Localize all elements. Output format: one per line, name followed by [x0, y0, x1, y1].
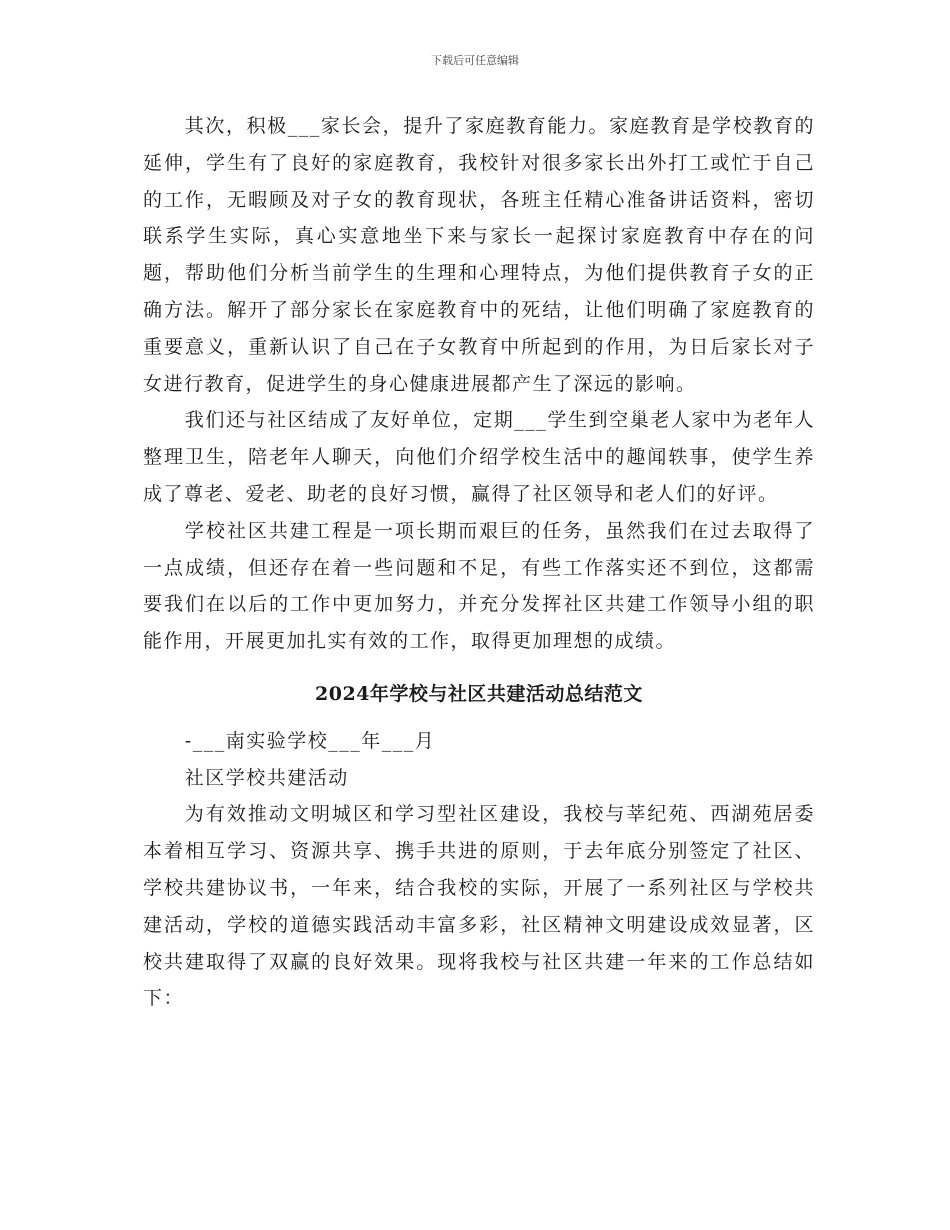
paragraph-intro: 为有效推动文明城区和学习型社区建设，我校与莘纪苑、西湖苑居委本着相互学习、资源共享、携手共进的原则，于去年底分别签定了社区、学校共建协议书，一年来，结合我校的实际，开展了一系列社区与学校共建活动，学校的道德实践活动丰富多彩，社区精神文明建设成效显著，区校共建取得了双赢的良好效果。现将我校与社区共建一年来的工作总结如下：	[143, 803, 815, 1010]
byline: -___南实验学校___年___月	[184, 729, 436, 752]
document-body	[143, 108, 815, 1017]
paragraph-community-partner: 我们还与社区结成了友好单位，定期___学生到空巢老人家中为老年人整理卫生，陪老年人聊天，向他们介绍学校生活中的趣闻轶事，使学生养成了尊老、爱老、助老的良好习惯，赢得了社区领导和老人们的好评。	[143, 409, 815, 505]
page-header: 下载后可任意编辑	[431, 54, 519, 67]
paragraph-conclusion: 学校社区共建工程是一项长期而艰巨的任务，虽然我们在过去取得了一点成绩，但还存在着一些问题和不足，有些工作落实还不到位，这都需要我们在以后的工作中更加努力，并充分发挥社区共建工作领导小组的职能作用，开展更加扎实有效的工作，取得更加理想的成绩。	[143, 519, 815, 653]
paragraph-parent-meeting: 其次，积极___家长会，提升了家庭教育能力。家庭教育是学校教育的延伸，学生有了良好的家庭教育，我校针对很多家长出外打工或忙于自己的工作，无暇顾及对子女的教育现状，各班主任精心准备讲话资料，密切联系学生实际，真心实意地坐下来与家长一起探讨家庭教育中存在的问题，帮助他们分析当前学生的生理和心理特点，为他们提供教育子女的正确方法。解开了部分家长在家庭教育中的死结，让他们明确了家庭教育的重要意义，重新认识了自己在子女教育中所起到的作用，为日后家长对子女进行教育，促进学生的身心健康进展都产生了深远的影响。	[143, 115, 815, 395]
section-title: 2024年学校与社区共建活动总结范文	[315, 682, 643, 705]
section-subtitle: 社区学校共建活动	[184, 766, 349, 789]
